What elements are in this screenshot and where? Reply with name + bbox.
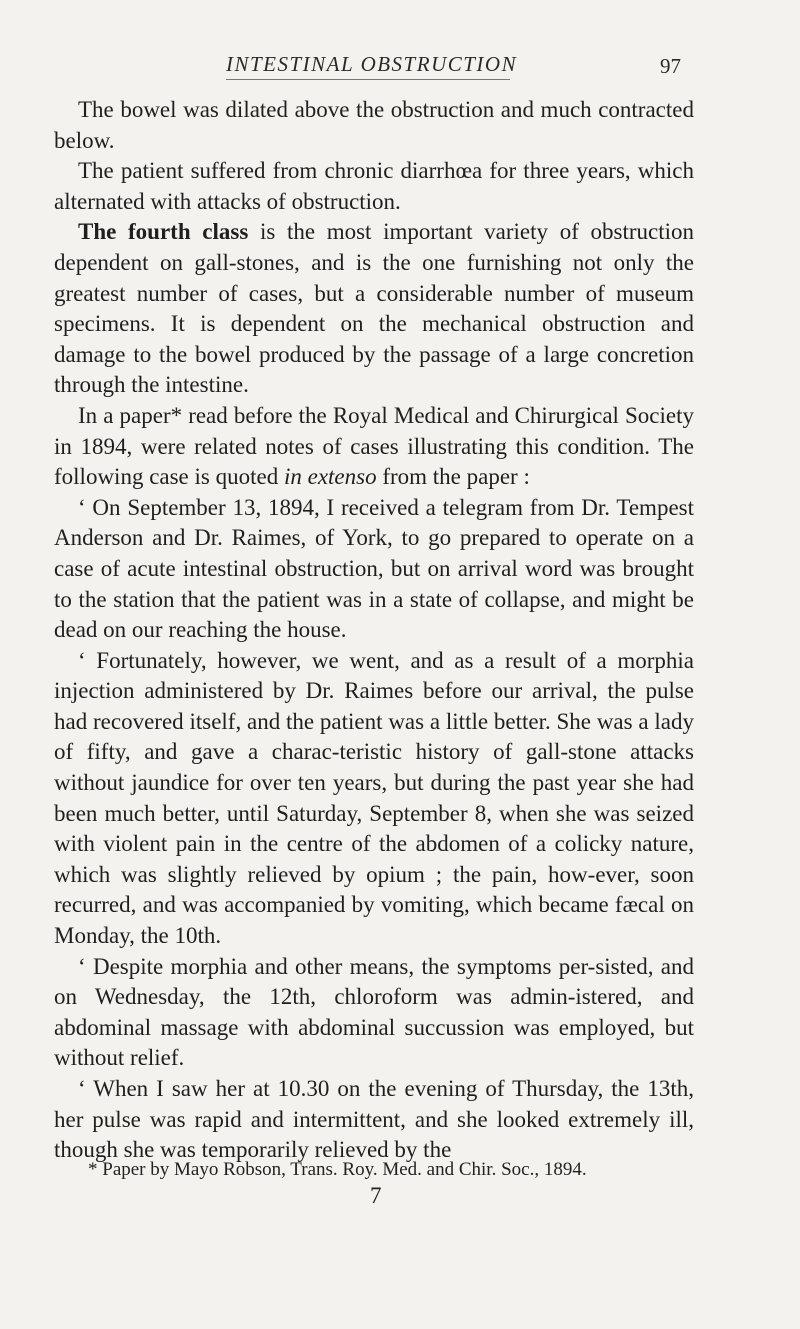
footnote-marker: *: [170, 402, 183, 428]
footnote: * Paper by Mayo Robson, Trans. Roy. Med. and Chir. Soc., 1894.: [88, 1159, 587, 1180]
body-text: [54, 95, 694, 1166]
running-head: [0, 52, 800, 82]
signature-mark: 7: [370, 1183, 382, 1208]
paragraph: [54, 401, 694, 493]
class-heading: The fourth class: [78, 219, 249, 245]
running-title: INTESTINAL OBSTRUCTION: [226, 52, 518, 76]
paragraph: The patient suffered from chronic diarrhœa for three years, which alternated with attacks of obstruction.: [54, 158, 694, 214]
paragraph: ‘ Fortunately, however, we went, and as a result of a morphia injection administered by Dr. Raimes before our arrival, the pulse had recovered itself, and the patient was a little better. She was a lady of fifty, and gave a charac-teristic history of gall-stone attacks without jaundice for over ten years, but during the past year she had been much better, until Saturday, September 8, when she was seized with violent pain in the centre of the abdomen of a colicky nature, which was slightly relieved by opium ; the pain, how-ever, soon recurred, and was accompanied by vomiting, which became fæcal on Monday, the 10th.: [54, 647, 694, 949]
paragraph: ‘ On September 13, 1894, I received a telegram from Dr. Tempest Anderson and Dr. Raimes, of York, to go prepared to operate on a case of acute intestinal obstruction, but on arrival word was brought to the station that the patient was in a state of collapse, and might be dead on our reaching the house.: [54, 494, 694, 643]
paragraph-text: read before the Royal Medical and Chirurgical Society in 1894, were related notes of cases illustrating this condition. The following case is quoted: [54, 402, 694, 490]
paragraph-text: from the paper :: [376, 464, 530, 490]
header-rule: [226, 79, 510, 80]
paragraph: ‘ Despite morphia and other means, the symptoms per-sisted, and on Wednesday, the 12th, chloroform was admin-istered, and abdominal massage with abdominal succussion was employed, but without relief.: [54, 953, 694, 1071]
italic-phrase: in extenso: [283, 464, 377, 490]
page-number: 97: [660, 54, 681, 78]
paragraph-text: is the most important variety of obstruction dependent on gall-stones, and is the one furnishing not only the greatest number of cases, but a considerable number of museum specimens. It is dependent on the mechanical obstruction and damage to the bowel produced by the passage of a large concretion through the intestine.: [54, 219, 695, 398]
paragraph-text: In a paper: [78, 402, 171, 428]
paragraph: [54, 217, 694, 401]
paragraph: ‘ When I saw her at 10.30 on the evening of Thursday, the 13th, her pulse was rapid and intermittent, and she looked extremely ill, though she was temporarily relieved by the: [54, 1076, 694, 1163]
paragraph: The bowel was dilated above the obstruction and much contracted below.: [54, 97, 694, 153]
